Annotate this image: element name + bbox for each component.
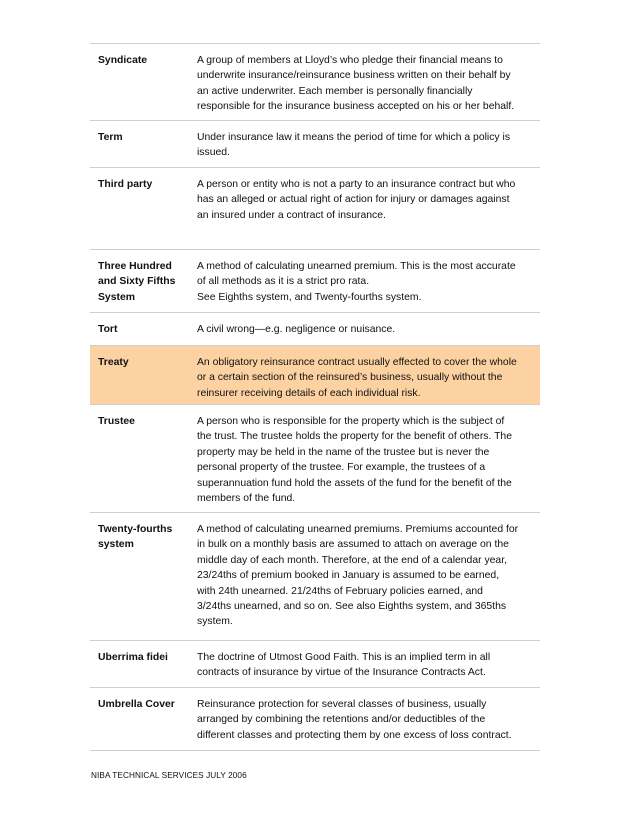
page-footer: NIBA TECHNICAL SERVICES JULY 2006	[91, 771, 247, 780]
glossary-row-syndicate	[90, 43, 540, 121]
glossary-row-umbrella-cover	[90, 688, 540, 751]
definition-text: A person or entity who is not a party to an insurance contract but who has an alleged or actual right of action for injury or damages against an insured under a contract of insurance.	[197, 179, 516, 221]
definition-text: The doctrine of Utmost Good Faith. This is an implied term in all contracts of insurance by virtue of the Insurance Contracts Act.	[197, 652, 491, 679]
glossary-table	[90, 43, 540, 751]
definition-text: An obligatory reinsurance contract usually effected to cover the whole or a certain section of the reinsured’s business, usually without the reinsurer receiving details of each individual risk.	[197, 357, 517, 399]
glossary-row-treaty	[90, 346, 540, 405]
term-label: Three Hundred and Sixty Fifths System	[98, 261, 176, 303]
term-label: Uberrima fidei	[98, 652, 168, 663]
term-label: Trustee	[98, 416, 135, 427]
definition-text: A group of members at Lloyd’s who pledge their financial means to underwrite insurance/reinsurance business written on their behalf by an active underwriter. Each member is personally financially responsible for the insurance business accepted on his or her behalf.	[197, 55, 515, 113]
term-label: Tort	[98, 324, 118, 335]
glossary-row-uberrima-fidei	[90, 641, 540, 688]
definition-text: A person who is responsible for the property which is the subject of the trust. The trustee holds the property for the benefit of others. The property may be held in the name of the trustee but is never the personal property of the trustee. For example, the trustees of a superannuation fund hold the assets of the fund for the benefit of the members of the fund.	[197, 416, 512, 505]
term-label: Umbrella Cover	[98, 699, 175, 710]
term-label: Term	[98, 132, 123, 143]
definition-text: A method of calculating unearned premium. This is the most accurate of all methods as it is a strict pro rata. See Eighths system, and Twenty-fourths system.	[197, 261, 516, 303]
term-label: Twenty-fourths system	[98, 524, 173, 551]
definition-text: Reinsurance protection for several classes of business, usually arranged by combining the retentions and/or deductibles of the different classes and protecting them by one excess of loss contract.	[197, 699, 512, 741]
definition-text: A civil wrong—e.g. negligence or nuisance.	[197, 324, 396, 335]
term-label: Treaty	[98, 357, 129, 368]
glossary-row-twenty-fourths	[90, 513, 540, 641]
glossary-row-third-party	[90, 168, 540, 250]
glossary-row-tort	[90, 313, 540, 346]
term-label: Syndicate	[98, 55, 148, 66]
glossary-row-term	[90, 121, 540, 168]
glossary-row-three-hundred-sixty-fifths	[90, 250, 540, 313]
term-label: Third party	[98, 179, 153, 190]
definition-text: Under insurance law it means the period of time for which a policy is issued.	[197, 132, 511, 159]
glossary-row-trustee	[90, 405, 540, 513]
definition-text: A method of calculating unearned premiums. Premiums accounted for in bulk on a monthly basis are assumed to attach on average on the middle day of each month. Therefore, at the end of a calendar year, 23/24ths of premium booked in January is assumed to be earned, with 24th unearned. 21/24ths of February policies earned, and 3/24ths unearned, and so on. See also Eighths system, and 365ths system.	[197, 524, 519, 628]
